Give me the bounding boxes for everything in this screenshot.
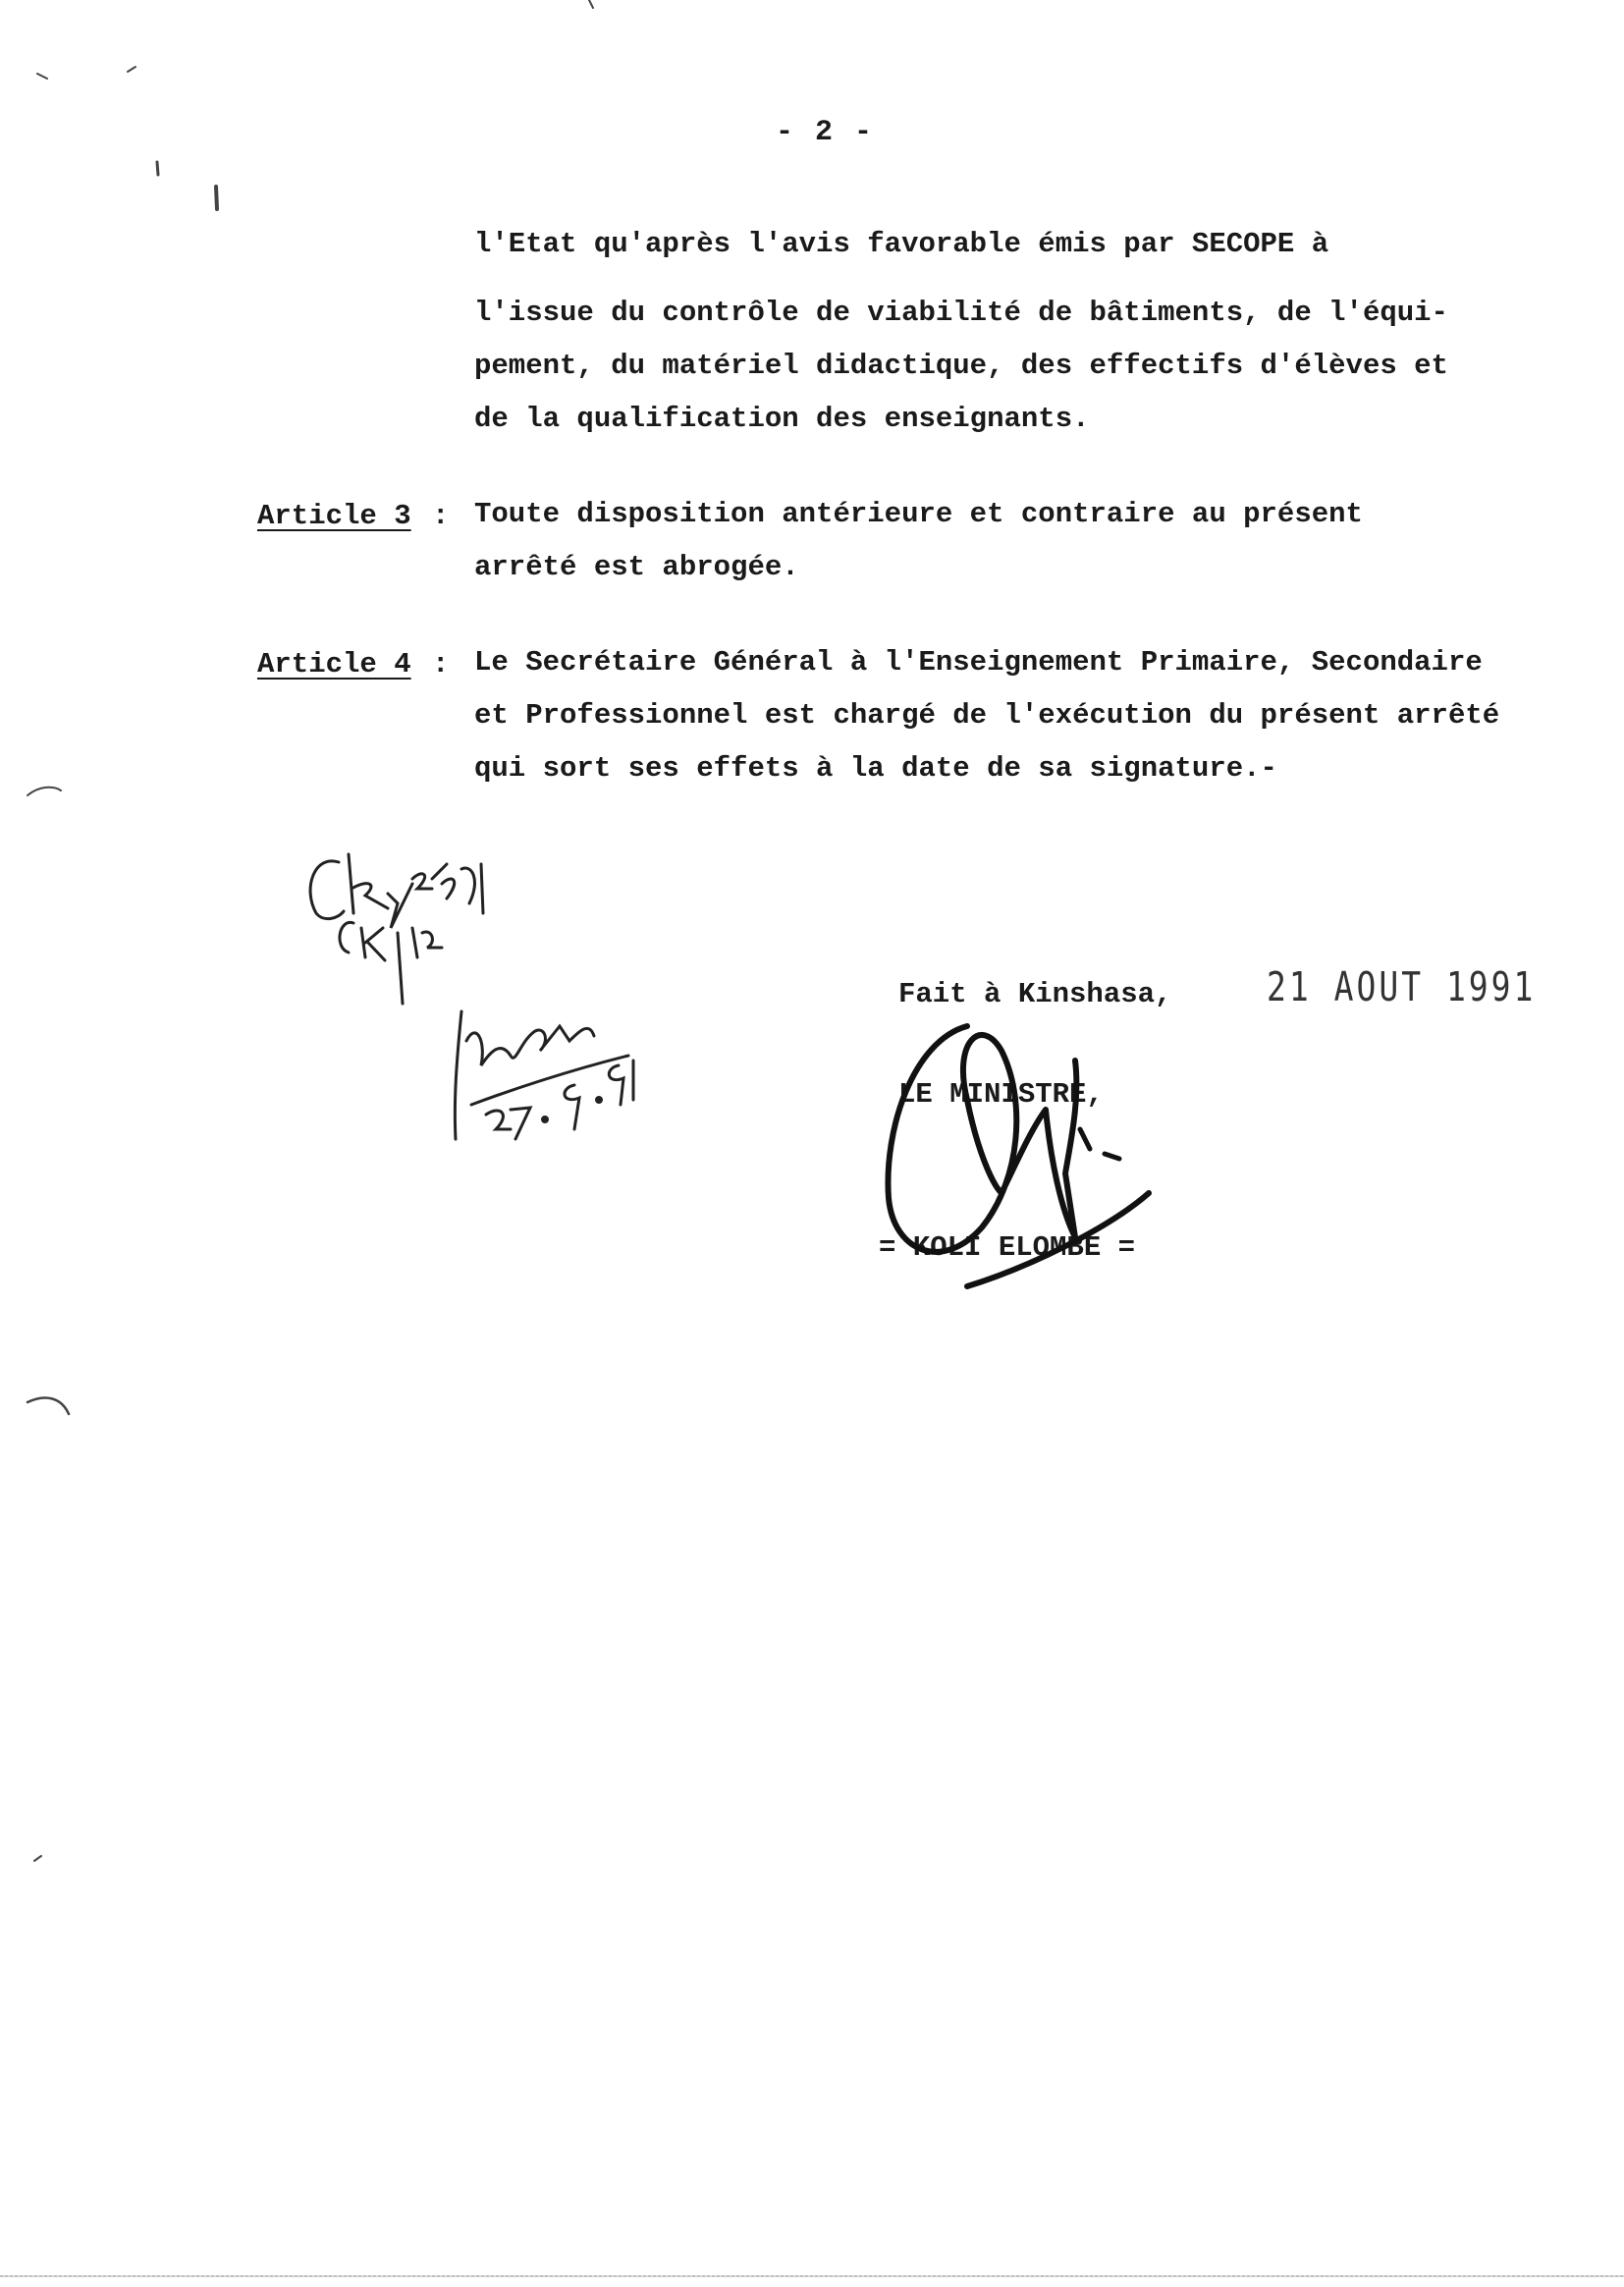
date-stamp: 21 AOUT 1991 bbox=[1267, 962, 1537, 1010]
article-4-separator: : bbox=[432, 648, 450, 681]
intro-line-3: pement, du matériel didactique, des effectifs d'élèves et bbox=[474, 350, 1448, 382]
intro-line-4: de la qualification des enseignants. bbox=[474, 403, 1090, 435]
handwritten-initials-note bbox=[310, 854, 483, 1004]
minister-title: LE MINISTRE, bbox=[898, 1078, 1104, 1111]
handwritten-dated-note bbox=[455, 1011, 633, 1139]
intro-line-1: l'Etat qu'après l'avis favorable émis par SECOPE à bbox=[474, 228, 1329, 260]
article-3-line-2: arrêté est abrogée. bbox=[474, 551, 799, 583]
article-3-label: Article 3 bbox=[257, 500, 411, 532]
minister-signature bbox=[888, 1026, 1149, 1286]
article-3-separator: : bbox=[432, 500, 450, 532]
signature-place: Fait à Kinshasa, bbox=[898, 978, 1172, 1010]
intro-line-2: l'issue du contrôle de viabilité de bâtiments, de l'équi- bbox=[474, 297, 1448, 329]
article-4-line-1: Le Secrétaire Général à l'Enseignement Primaire, Secondaire bbox=[474, 646, 1483, 679]
article-3-line-1: Toute disposition antérieure et contraire au présent bbox=[474, 498, 1363, 530]
article-4-label: Article 4 bbox=[257, 648, 411, 681]
article-4-line-3: qui sort ses effets à la date de sa signature.- bbox=[474, 752, 1277, 785]
article-4-line-2: et Professionnel est chargé de l'exécution du présent arrêté bbox=[474, 699, 1500, 732]
page-number: - 2 - bbox=[776, 116, 875, 149]
minister-name: = KOLI ELOMBE = bbox=[879, 1231, 1136, 1264]
